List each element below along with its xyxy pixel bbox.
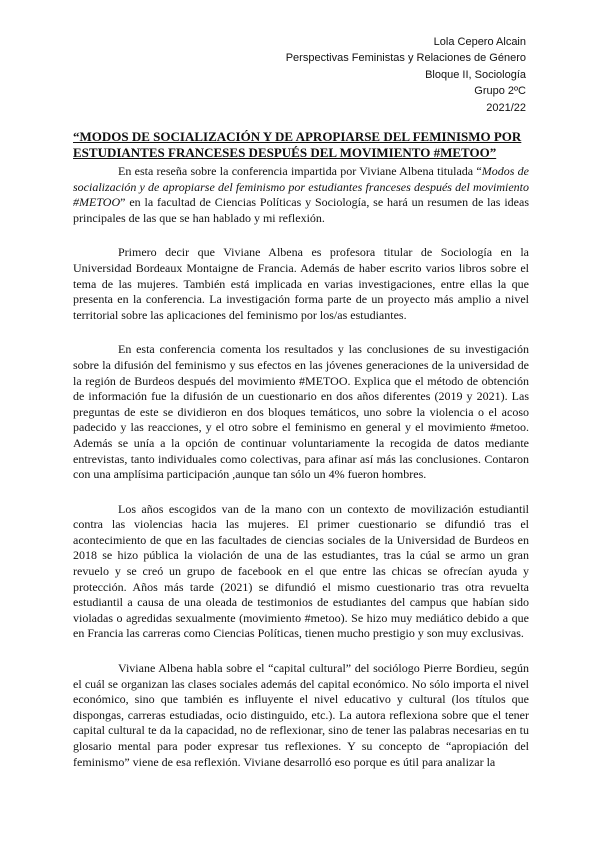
paragraph-intro-end: ” en la facultad de Ciencias Políticas y Sociología, se hará un resumen de las ideas principales de las que se han hablado y mi reflexión. [73, 195, 529, 225]
paragraph-conference: En esta conferencia comenta los resultados y las conclusiones de su investigación sobre la difusión del feminismo y sus efectos en las jóvenes generaciones de la universidad de la región de Burdeos después del movimiento #METOO. Explica que el método de obtención de información fue la difusión de un cuestionario en dos años diferentes (2019 y 2021). Las preguntas de este se dividieron en dos bloques temáticos, uno sobre la violencia o el acoso padecido y las reacciones, y el otro sobre el feminismo en general y el movimiento #metoo. Además se unía a la opción de continuar voluntariamente la recogida de datos mediante entrevistas, tanto individuales como colectivas, para afinar así más las conclusiones. Contaron con una amplísima participación ,aunque tan sólo un 4% fueron hombres. [73, 342, 529, 482]
academic-year: 2021/22 [486, 101, 526, 114]
paragraph-context: Los años escogidos van de la mano con un contexto de movilización estudiantil contra las violencias hacia las mujeres. El primer cuestionario se difundió tras el acontecimiento de que en las facultades de ciencias sociales de la Universidad de Burdeos en 2018 se hizo pública la violación de una de las estudiantes, tras la cúal se armo un gran revuelo y se creó un grupo de facebook en el que entre las chicas se ofrecían ayuda y protección. Años más tarde (2021) se difundió el mismo cuestionario tras otra revuelta estudiantil a causa de una oleada de testimonios de estudiantes del campus que habían sido violadas o agredidas sexualmente (movimiento #metoo). Se hizo muy mediático debido a que en Francia las carreras como Ciencias Políticas, tienen mucho prestigio y son muy exclusivas. [73, 501, 529, 641]
document-header [286, 34, 526, 116]
group-name: Grupo 2ºC [474, 85, 526, 98]
conference-title-italic: Modos de socialización y de apropiarse del feminismo por estudiantes franceses después del movimiento #METOO [73, 164, 529, 210]
paragraph-author: Primero decir que Viviane Albena es profesora titular de Sociología en la Universidad Bordeaux Montaigne de Francia. Además de haber escrito varios libros sobre el tema de las mujeres. También está implicada en varias investigaciones, entre ellas la que presenta en la conferencia. La investigación forma parte de un proyecto más amplio a nivel territorial sobre las aplicaciones del feminismo por los/as estudiantes. [73, 245, 529, 322]
document-body [73, 164, 529, 770]
paragraph-intro-start: En esta reseña sobre la conferencia impartida por Viviane Albena titulada “ [118, 164, 482, 178]
paragraph-cultural-capital: Viviane Albena habla sobre el “capital cultural” del sociólogo Pierre Bordieu, según el cuál se organizan las clases sociales además del capital económico. No sólo importa el nivel económico, sino que también es influyente el nivel educativo y cultural (los títulos que dispongas, carreras estudiadas, ocio distinguido, etc.). La autora reflexiona sobre que el tener capital cultural te da la capacidad, no de reflexionar, sino de tener las palabras necesarias en tu glosario mental para poder expresar tus reflexiones. Y su concepto de “apropiación del feminismo” viene de esa reflexión. Viviane desarrolló eso porque es útil para analizar la [73, 661, 529, 769]
document-title: “MODOS DE SOCIALIZACIÓN Y DE APROPIARSE DEL FEMINISMO POR ESTUDIANTES FRANCESES DESPUÉS DEL MOVIMIENTO #METOO” [73, 129, 522, 160]
paragraph-intro [73, 164, 529, 226]
course-name: Perspectivas Feministas y Relaciones de Género [285, 52, 526, 65]
author-name: Lola Cepero Alcain [433, 36, 526, 48]
block-name: Bloque II, Sociología [425, 68, 526, 81]
